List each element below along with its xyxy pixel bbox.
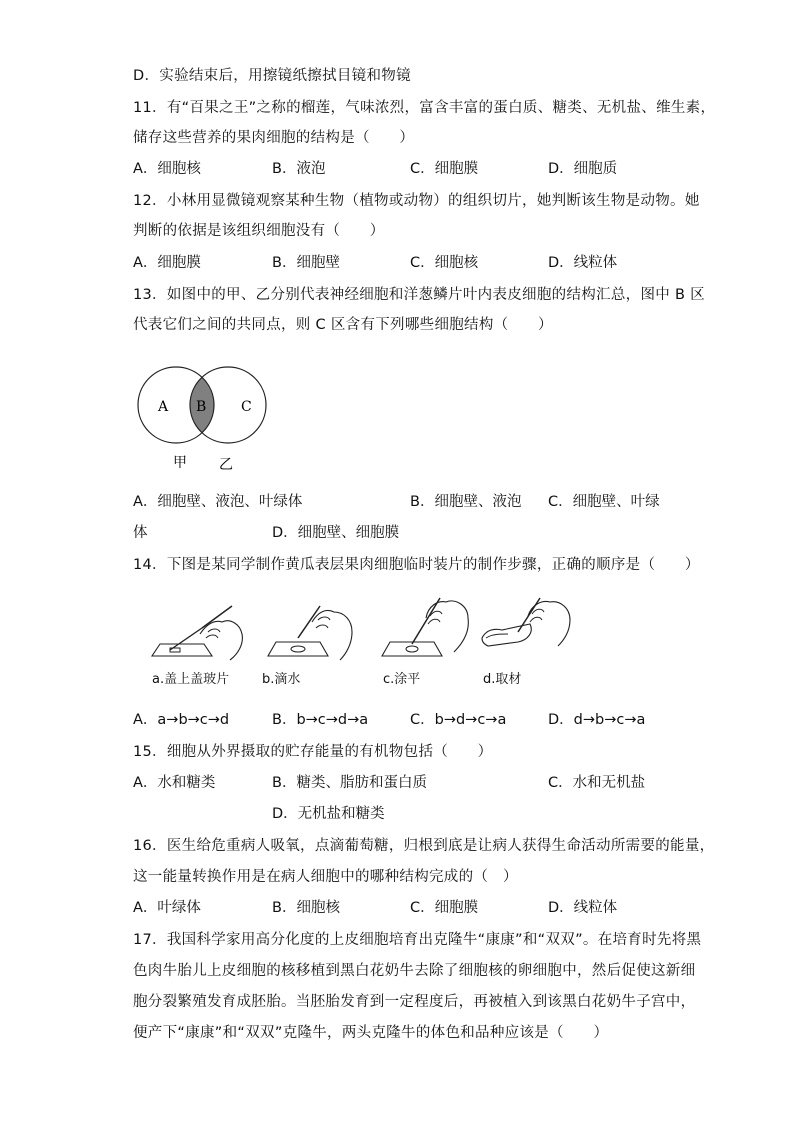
q16-option-c: C．细胞膜 [410, 900, 479, 916]
q12-option-c: C．细胞核 [410, 255, 479, 271]
q13-stem-line2: 代表它们之间的共同点，则 C 区含有下列哪些细胞结构（ ） [133, 317, 553, 333]
step-b-caption: b.滴水 [262, 672, 301, 687]
q12-stem-line2: 判断的依据是该组织细胞没有（ ） [133, 223, 385, 239]
q11-stem-line1: 11．有“百果之王”之称的榴莲，气味浓烈，富含丰富的蛋白质、糖类、无机盐、维生素， [133, 100, 716, 116]
q15-option-b: B．糖类、脂肪和蛋白质 [272, 775, 427, 791]
q14-option-c: C．b→d→c→a [410, 712, 507, 728]
q15-option-c: C．水和无机盐 [548, 775, 646, 791]
q14-option-a: A．a→b→c→d [133, 712, 230, 728]
q14-option-d: D．d→b→c→a [548, 712, 646, 728]
q16-option-d: D．线粒体 [548, 900, 618, 916]
q16-stem-line2: 这一能量转换作用是在病人细胞中的哪种结构完成的（ ） [133, 869, 518, 885]
q13-stem-line1: 13．如图中的甲、乙分别代表神经细胞和洋葱鳞片叶内表皮细胞的结构汇总，图中 B 区 [133, 287, 705, 303]
q13-option-c-continued: 体 [133, 525, 148, 541]
q12-option-a: A．细胞膜 [133, 255, 201, 271]
venn-label-jia: 甲 [173, 455, 187, 471]
q15-option-a: A．水和糖类 [133, 775, 216, 791]
q17-stem-line4: 便产下“康康”和“双双”克隆牛，两头克隆牛的体色和品种应该是（ ） [133, 1025, 609, 1041]
q13-option-a: A．细胞壁、液泡、叶绿体 [133, 494, 303, 510]
step-d-caption: d.取材 [483, 672, 522, 687]
venn-label-a: A [158, 399, 169, 415]
venn-diagram [133, 355, 273, 475]
q11-option-a: A．细胞核 [133, 161, 201, 177]
q15-option-d: D．无机盐和糖类 [272, 806, 385, 822]
q12-stem-line1: 12．小林用显微镜观察某种生物（植物或动物）的组织切片，她判断该生物是动物。她 [133, 193, 700, 209]
venn-label-c: C [241, 399, 252, 415]
step-a-illustration [150, 598, 250, 666]
q11-option-b: B．液泡 [272, 161, 326, 177]
q16-option-b: B．细胞核 [272, 900, 340, 916]
q13-option-c: C．细胞壁、叶绿 [548, 494, 660, 510]
q14-stem-line1: 14．下图是某同学制作黄瓜表层果肉细胞临时装片的制作步骤，正确的顺序是（ ） [133, 557, 700, 573]
q16-stem-line1: 16．医生给危重病人吸氧，点滴葡萄糖，归根到底是让病人获得生命活动所需要的能量， [133, 838, 715, 854]
q17-stem-line2: 色肉牛胎儿上皮细胞的核移植到黑白花奶牛去除了细胞核的卵细胞中，然后促使这新细 [133, 963, 696, 979]
q12-option-d: D．线粒体 [548, 255, 618, 271]
q13-option-b: B．细胞壁、液泡 [410, 494, 522, 510]
q15-stem-line1: 15．细胞从外界摄取的贮存能量的有机物包括（ ） [133, 744, 493, 760]
q11-option-c: C．细胞膜 [410, 161, 479, 177]
venn-label-yi: 乙 [219, 457, 233, 473]
q12-option-b: B．细胞壁 [272, 255, 340, 271]
q17-stem-line3: 胞分裂繁殖发育成胚胎。当胚胎发育到一定程度后，再被植入到该黑白花奶牛子宫中， [133, 994, 696, 1010]
step-a-caption: a.盖上盖玻片 [152, 672, 230, 687]
step-d-illustration [478, 588, 578, 656]
q11-option-d: D．细胞质 [548, 161, 618, 177]
q11-stem-line2: 储存这些营养的果肉细胞的结构是（ ） [133, 130, 415, 146]
venn-label-b: B [196, 399, 207, 415]
step-c-caption: c.涂平 [383, 672, 421, 687]
step-c-illustration [378, 588, 478, 666]
q17-stem-line1: 17．我国科学家用高分化度的上皮细胞培育出克隆牛“康康”和“双双”。在培育时先将黑 [133, 932, 702, 948]
q13-option-d: D．细胞壁、细胞膜 [272, 525, 400, 541]
q14-option-b: B．b→c→d→a [272, 712, 369, 728]
q10-option-d: D．实验结束后，用擦镜纸擦拭目镜和物镜 [133, 68, 411, 84]
q16-option-a: A．叶绿体 [133, 900, 201, 916]
step-b-illustration [262, 598, 362, 666]
